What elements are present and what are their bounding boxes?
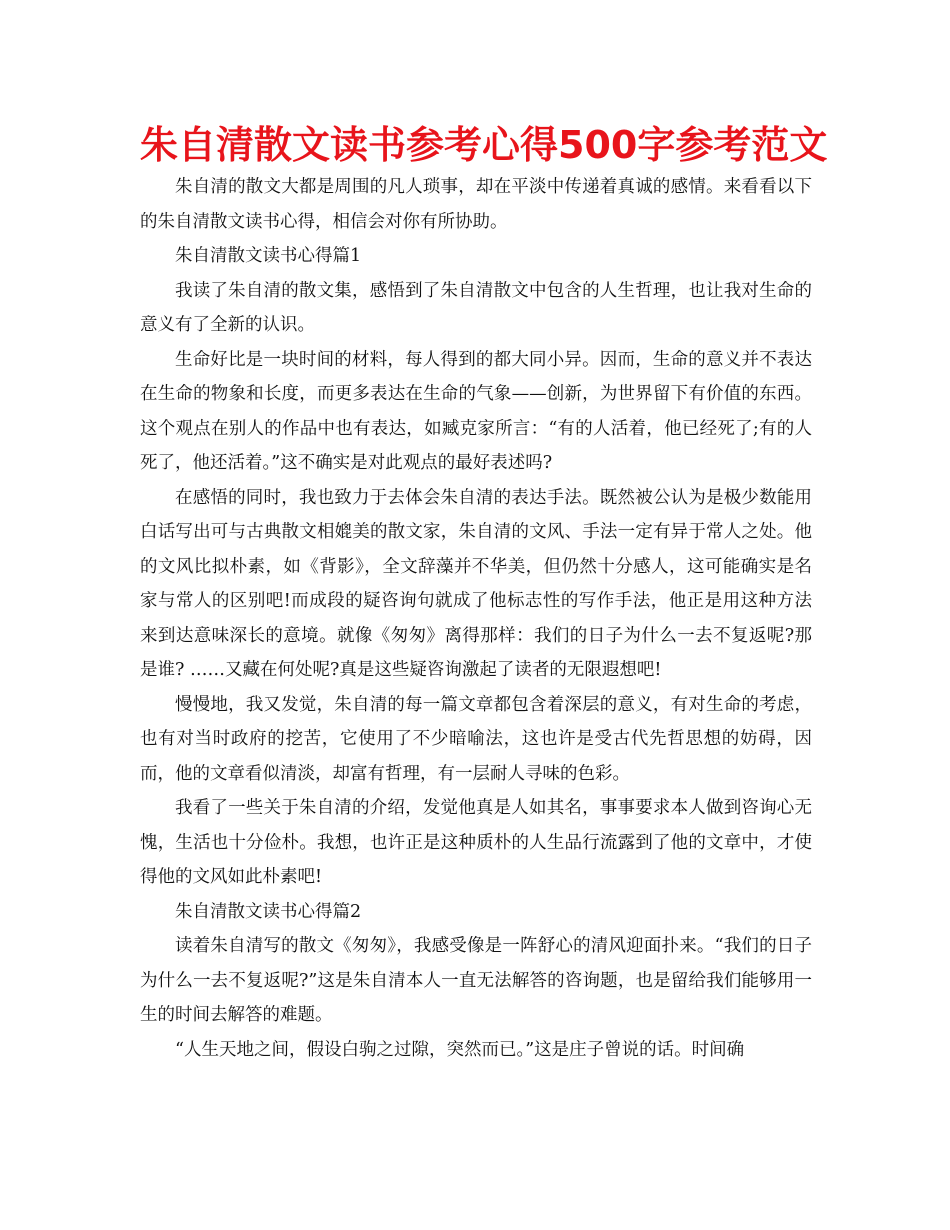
section-heading-2: 朱自清散文读书心得篇2 [175, 901, 362, 922]
paragraph: 我看了一些关于朱自清的介绍，发觉他真是人如其名，事事要求本人做到咨询心无愧，生活也十分俭朴。我想，也许正是这种质朴的人生品行流露到了他的文章中，才使得他的文风如此朴素吧! [140, 798, 812, 887]
document-page [140, 120, 828, 1067]
intro-paragraph: 朱自清的散文大都是周围的凡人琐事，却在平淡中传递着真诚的感情。来看看以下的朱自清散文读书心得，相信会对你有所协助。 [140, 177, 812, 232]
paragraph: 在感悟的同时，我也致力于去体会朱自清的表达手法。既然被公认为是极少数能用白话写出可与古典散文相媲美的散文家，朱自清的文风、手法一定有异于常人之处。他的文风比拟朴素，如《背影》，全文辞藻并不华美，但仍然十分感人，这可能确实是名家与常人的区别吧!而成段的疑咨询句就成了他标志性的写作手法，他正是用这种方法来到达意味深长的意境。就像《匆匆》离得那样：我们的日子为什么一去不复返呢?那是谁? ……又藏在何处呢?真是这些疑咨询激起了读者的无限遐想吧! [140, 487, 812, 680]
paragraph: 读着朱自清写的散文《匆匆》，我感受像是一阵舒心的清风迎面扑来。“我们的日子为什么一去不复返呢?”这是朱自清本人一直无法解答的咨询题，也是留给我们能够用一生的时间去解答的难题。 [140, 936, 812, 1025]
paragraph: 我读了朱自清的散文集，感悟到了朱自清散文中包含的人生哲理，也让我对生命的意义有了全新的认识。 [140, 280, 812, 335]
paragraph: 生命好比是一块时间的材料，每人得到的都大同小异。因而，生命的意义并不表达在生命的物象和长度，而更多表达在生命的气象——创新，为世界留下有价值的东西。这个观点在别人的作品中也有表达，如臧克家所言：“有的人活着，他已经死了;有的人死了，他还活着。”这不确实是对此观点的最好表述吗? [140, 349, 812, 473]
section-heading-1: 朱自清散文读书心得篇1 [175, 246, 362, 266]
document-title: 朱自清散文读书参考心得500字参考范文 [140, 123, 828, 167]
paragraph: 慢慢地，我又发觉，朱自清的每一篇文章都包含着深层的意义，有对生命的考虑，也有对当时政府的挖苦，它使用了不少暗喻法，这也许是受古代先哲思想的妨碍，因而，他的文章看似清淡，却富有哲理，有一层耐人寻味的色彩。 [140, 694, 812, 784]
document-body [140, 170, 812, 1067]
paragraph: “人生天地之间，假设白驹之过隙，突然而已。”这是庄子曾说的话。时间确 [175, 1039, 745, 1060]
